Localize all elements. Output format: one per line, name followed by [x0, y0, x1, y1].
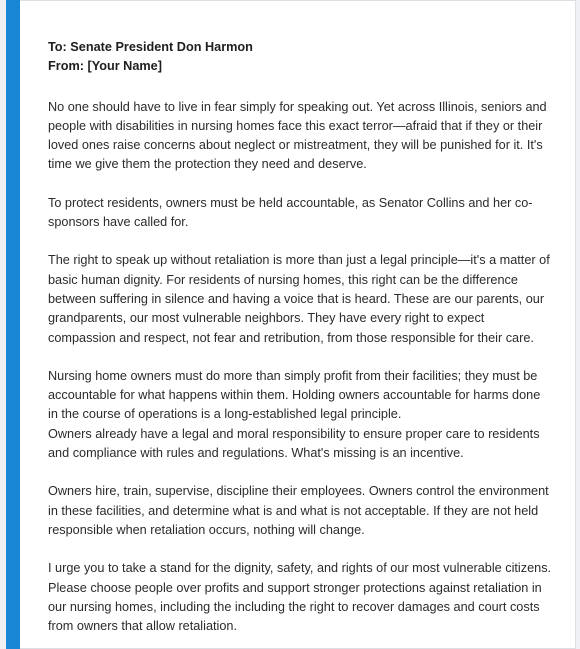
recipient-line: To: Senate President Don Harmon [48, 40, 253, 54]
paragraph-accountability: To protect residents, owners must be held accountable, as Senator Collins and her co-sponsors have called for. [48, 195, 533, 230]
paragraph-dignity: The right to speak up without retaliation is more than just a legal principle—it's a matter of basic human dignity. For residents of nursing homes, this right can be the difference between suffering in silence and having a voice that is heard. These are our parents, our grandparents, our most vulnerable neighbors. They have every right to expect compassion and respect, not fear and retribution, from those responsible for their care. [48, 253, 550, 345]
sender-line: From: [Your Name] [48, 59, 162, 74]
accent-bar [6, 0, 20, 649]
paragraph-urge: I urge you to take a stand for the dignity, safety, and rights of our most vulnerable citizens. Please choose people over profits and support stronger protections against retaliation in our nursing homes, including the including the right to recover damages and court costs from owners that allow retaliation. [48, 561, 552, 634]
paragraph-intro: No one should have to live in fear simply for speaking out. Yet across Illinois, seniors and people with disabilities in nursing homes face this exact terror—afraid that if they or their loved ones raise concerns about neglect or mistreatment, they will be punished for it. It's time we give them the protection they need and deserve. [48, 99, 547, 172]
letter-body[interactable] [20, 0, 576, 649]
paragraph-owners: Nursing home owners must do more than simply profit from their facilities; they must be accountable for what happens within them. Holding owners accountable for harms done in the course of operations is a long-established legal principle. Owners already have a legal and moral responsibility to ensure proper care to residents and compliance with rules and regulations. What's missing is an incentive. [48, 368, 541, 461]
letter-header [48, 38, 553, 77]
paragraph-control: Owners hire, train, supervise, discipline their employees. Owners control the environment in these facilities, and determine what is and what is not acceptable. If they are not held responsible when retaliation occurs, nothing will change. [48, 484, 549, 537]
